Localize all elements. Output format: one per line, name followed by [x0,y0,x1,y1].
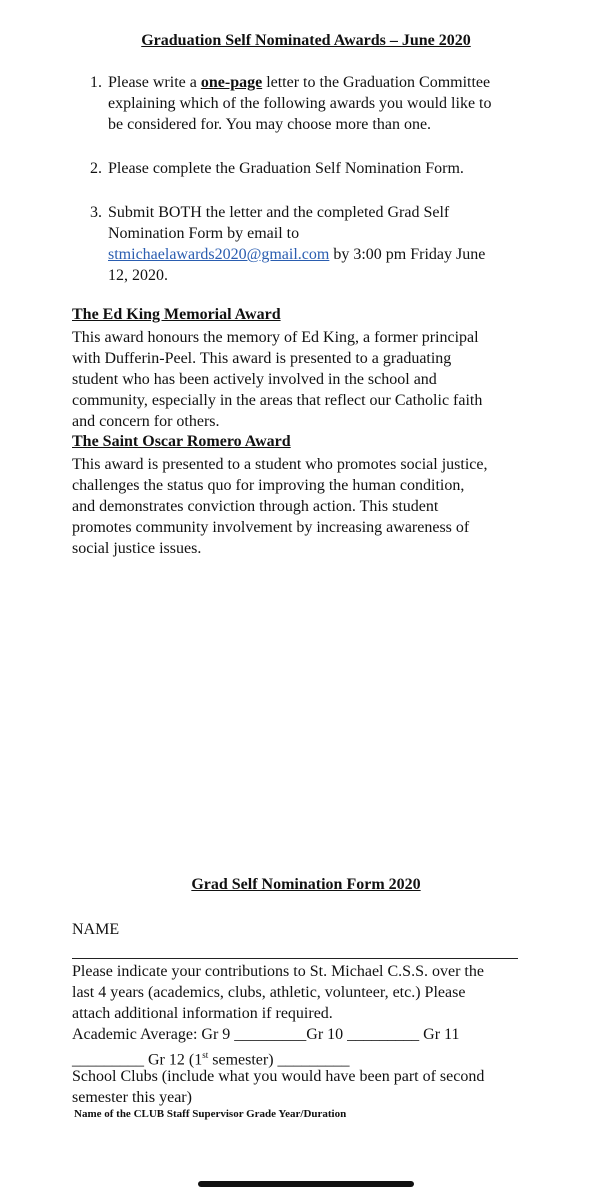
paragraph-line: and concern for others. [72,413,220,430]
school-clubs-text [72,1066,572,1108]
academic-average-line: Academic Average: Gr 9 _________Gr 10 _________ Gr 11 [72,1026,460,1043]
instruction-number: 2. [90,160,102,177]
paragraph-line: with Dufferin-Peel. This award is presented to a graduating [72,350,452,367]
paragraph-line: attach additional information if required. [72,1005,333,1022]
paragraph-line: semester this year) [72,1089,192,1106]
instruction-text: Submit BOTH the letter and the completed Grad Self [108,204,450,221]
paragraph-line: community, especially in the areas that reflect our Catholic faith [72,392,483,409]
instruction-text: Please complete the Graduation Self Nomination Form. [108,160,464,177]
award-description-ed-king [72,327,572,432]
instruction-text: explaining which of the following awards you would like to [108,95,492,112]
name-underline [72,958,518,959]
paragraph-line: social justice issues. [72,540,202,557]
paragraph-line: Please indicate your contributions to St. Michael C.S.S. over the [72,963,484,980]
email-link[interactable]: stmichaelawards2020@gmail.com [108,246,330,263]
award-heading-oscar-romero: The Saint Oscar Romero Award [72,433,291,450]
paragraph-line: student who has been actively involved in the school and [72,371,437,388]
form-title: Grad Self Nomination Form 2020 [191,876,421,893]
instruction-text: Please write a [108,74,201,91]
average-superscript: st [202,1050,209,1060]
name-label: NAME [72,921,120,938]
instruction-text: Nomination Form by email to [108,225,300,242]
contributions-text [72,961,572,1024]
paragraph-line: This award honours the memory of Ed King, a former principal [72,329,479,346]
paragraph-line: last 4 years (academics, clubs, athletic, volunteer, etc.) Please [72,984,466,1001]
paragraph-line: School Clubs (include what you would have been part of second [72,1068,485,1085]
instruction-text: be considered for. You may choose more than one. [108,116,432,133]
instruction-number: 1. [90,74,102,91]
instruction-emphasis: one-page [200,74,263,91]
paragraph-line: and demonstrates conviction through action. This student [72,498,439,515]
instruction-number: 3. [90,204,102,221]
club-table-header: Name of the CLUB Staff Supervisor Grade Year/Duration [74,1108,347,1120]
instruction-text: 12, 2020. [108,267,168,284]
average-text: semester) _________ [208,1051,350,1069]
page-title: Graduation Self Nominated Awards – June 2020 [141,32,471,49]
paragraph-line: This award is presented to a student who promotes social justice, [72,456,488,473]
paragraph-line: challenges the status quo for improving the human condition, [72,477,465,494]
award-description-oscar-romero [72,454,572,559]
instruction-text: by 3:00 pm Friday June [329,246,486,263]
average-text: _________ Gr 12 (1 [72,1051,203,1069]
instruction-text: letter to the Graduation Committee [262,74,491,91]
award-heading-ed-king: The Ed King Memorial Award [72,306,281,323]
home-indicator[interactable] [198,1181,414,1187]
paragraph-line: promotes community involvement by increasing awareness of [72,519,470,536]
